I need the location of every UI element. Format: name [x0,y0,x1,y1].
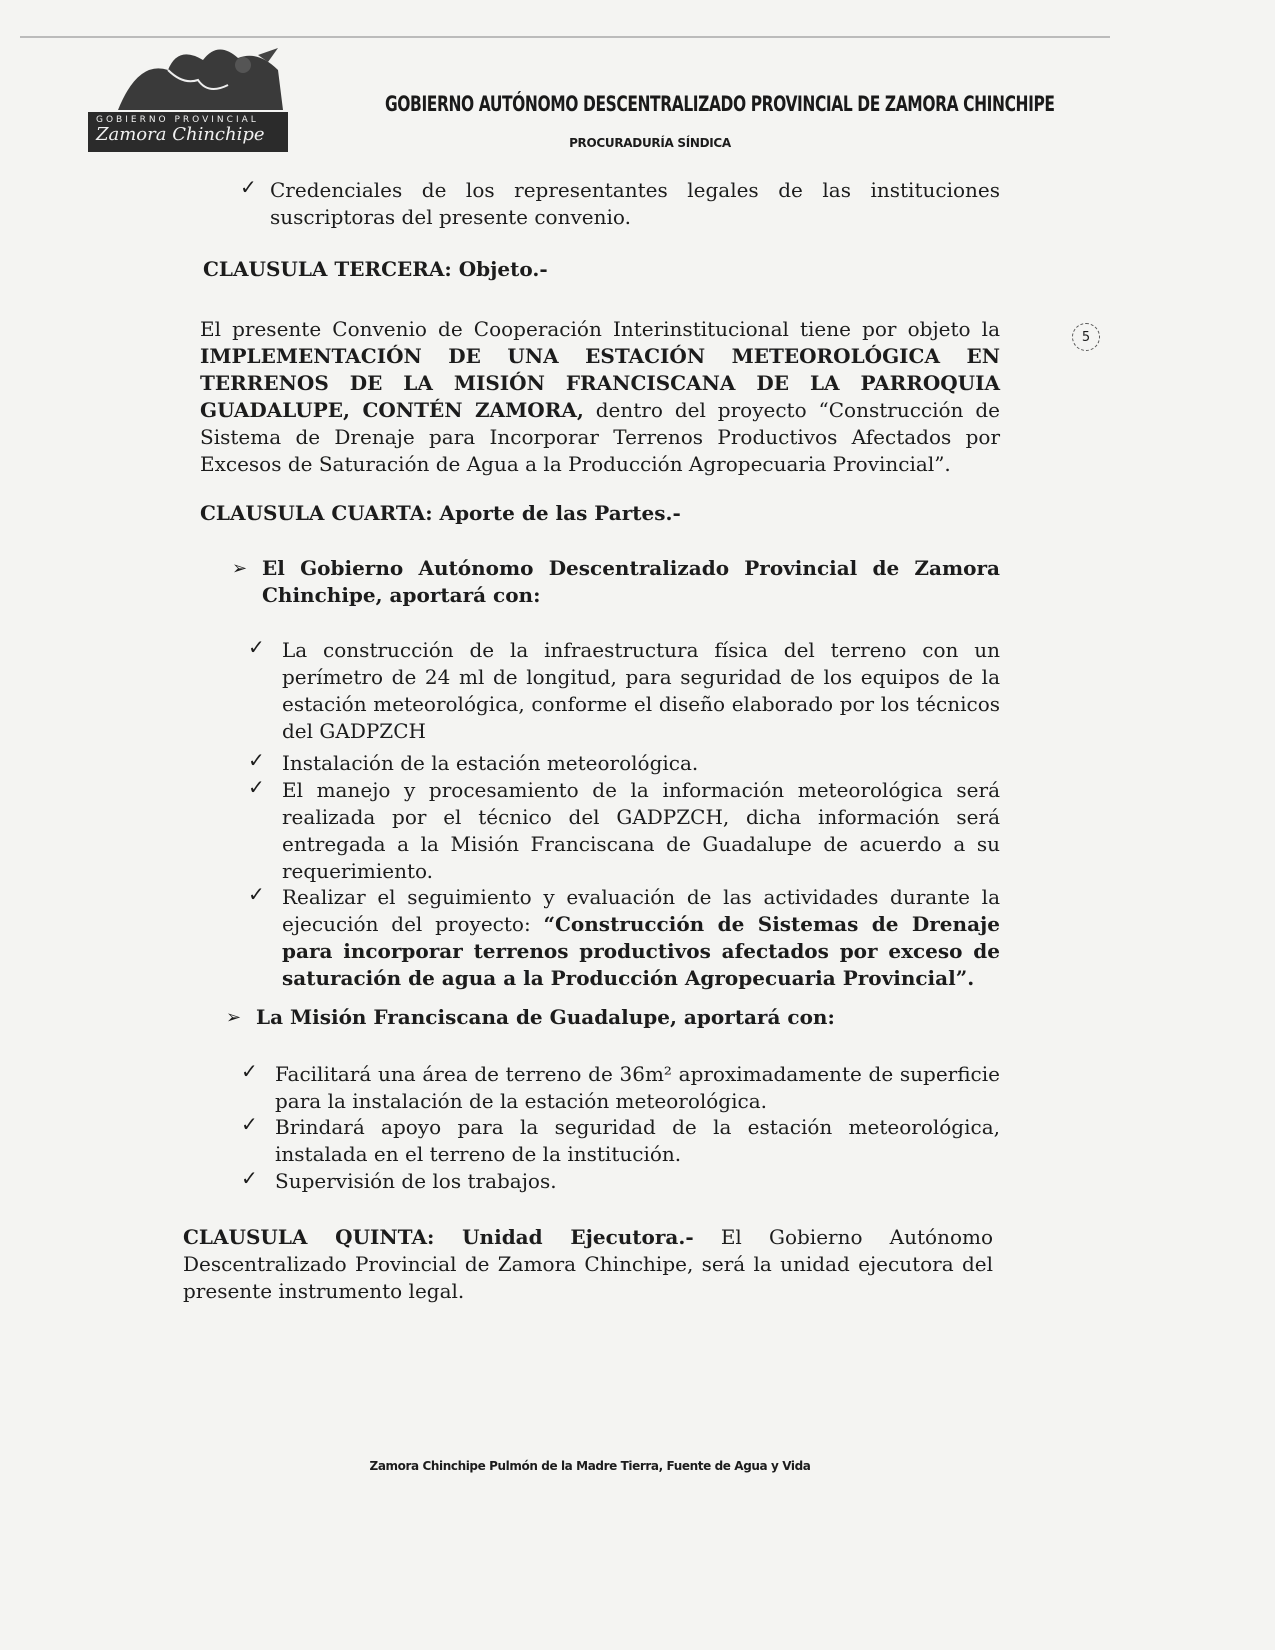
page-number: 5 [1072,323,1100,351]
provincial-logo [88,40,288,152]
gad-item-4 [282,884,1000,992]
logo-small-text: GOBIERNO PROVINCIAL [96,115,259,125]
gad-item-2: Instalación de la estación meteorológica. [282,751,699,775]
logo-plate [88,112,288,152]
header-title: GOBIERNO AUTÓNOMO DESCENTRALIZADO PROVINCIAL DE ZAMORA CHINCHIPE [385,92,1055,116]
clausula-tercera-rest: dentro del proyecto “Construcción de Sistema de Drenaje para Incorporar Terrenos Productivos Afectados por Excesos de Saturación de Agua a la Producción Agropecuaria Provincial”. [200,398,1001,476]
clausula-cuarta-heading: CLAUSULA CUARTA: Aporte de las Partes.- [200,501,681,525]
check-icon: ✓ [241,1166,258,1190]
clausula-tercera-intro: El presente Convenio de Cooperación Interinstitucional tiene por objeto la [200,317,1000,341]
gad-item-3: El manejo y procesamiento de la información meteorológica será realizada por el técnico del GADPZCH, dicha información será entregada a la Misión Franciscana de Guadalupe de acuerdo a su requerimiento. [282,778,1000,883]
gad-item-4-project: “Construcción de Sistemas de Drenaje para incorporar terrenos productivos afectados por exceso de saturación de agua a la Producción Agropecuaria Provincial”. [282,912,1000,990]
check-icon: ✓ [248,882,265,906]
check-icon: ✓ [241,1112,258,1136]
footer-motto: Zamora Chinchipe Pulmón de la Madre Tierra, Fuente de Agua y Vida [369,1459,811,1473]
check-icon: ✓ [248,748,265,772]
mision-item-1: Facilitará una área de terreno de 36m² aproximadamente de superficie para la instalación de la estación meteorológica. [275,1062,1000,1113]
mision-item-3: Supervisión de los trabajos. [275,1169,557,1193]
clausula-quinta-text: El Gobierno Autónomo Descentralizado Provincial de Zamora Chinchipe, será la unidad ejecutora del presente instrumento legal. [183,1225,994,1303]
gad-heading: El Gobierno Autónomo Descentralizado Provincial de Zamora Chinchipe, aportará con: [262,556,1000,607]
mision-heading: La Misión Franciscana de Guadalupe, aportará con: [256,1005,835,1029]
clausula-quinta [183,1224,993,1305]
clausula-tercera-text [200,316,1000,478]
logo-name: Zamora Chinchipe [96,124,265,145]
arrow-bullet-icon: ➢ [226,1007,242,1028]
gad-item-4-text: Realizar el seguimiento y evaluación de las actividades durante la ejecución del proyecto: [282,885,1000,936]
clausula-tercera-heading: CLAUSULA TERCERA: Objeto.- [203,257,548,281]
check-icon: ✓ [240,175,257,199]
gad-item-1: La construcción de la infraestructura física del terreno con un perímetro de 24 ml de longitud, para seguridad de los equipos de la estación meteorológica, conforme el diseño elaborado por los técnicos del GADPZCH [282,638,1000,743]
clausula-tercera-object: IMPLEMENTACIÓN DE UNA ESTACIÓN METEOROLÓGICA EN TERRENOS DE LA MISIÓN FRANCISCANA DE LA PARROQUIA GUADALUPE, CONTÉN ZAMORA, [200,344,1000,422]
check-icon: ✓ [248,775,265,799]
mision-item-2: Brindará apoyo para la seguridad de la estación meteorológica, instalada en el terreno de la institución. [275,1115,1000,1166]
credentials-item: Credenciales de los representantes legales de las instituciones suscriptoras del presente convenio. [270,178,1000,229]
clausula-quinta-heading: CLAUSULA QUINTA: Unidad Ejecutora.- [183,1225,694,1249]
logo-artwork-icon [108,40,283,112]
check-icon: ✓ [241,1059,258,1083]
check-icon: ✓ [248,635,265,659]
arrow-bullet-icon: ➢ [232,558,248,579]
header-subtitle: PROCURADURÍA SÍNDICA [569,136,731,150]
scan-border-line [20,36,1110,38]
